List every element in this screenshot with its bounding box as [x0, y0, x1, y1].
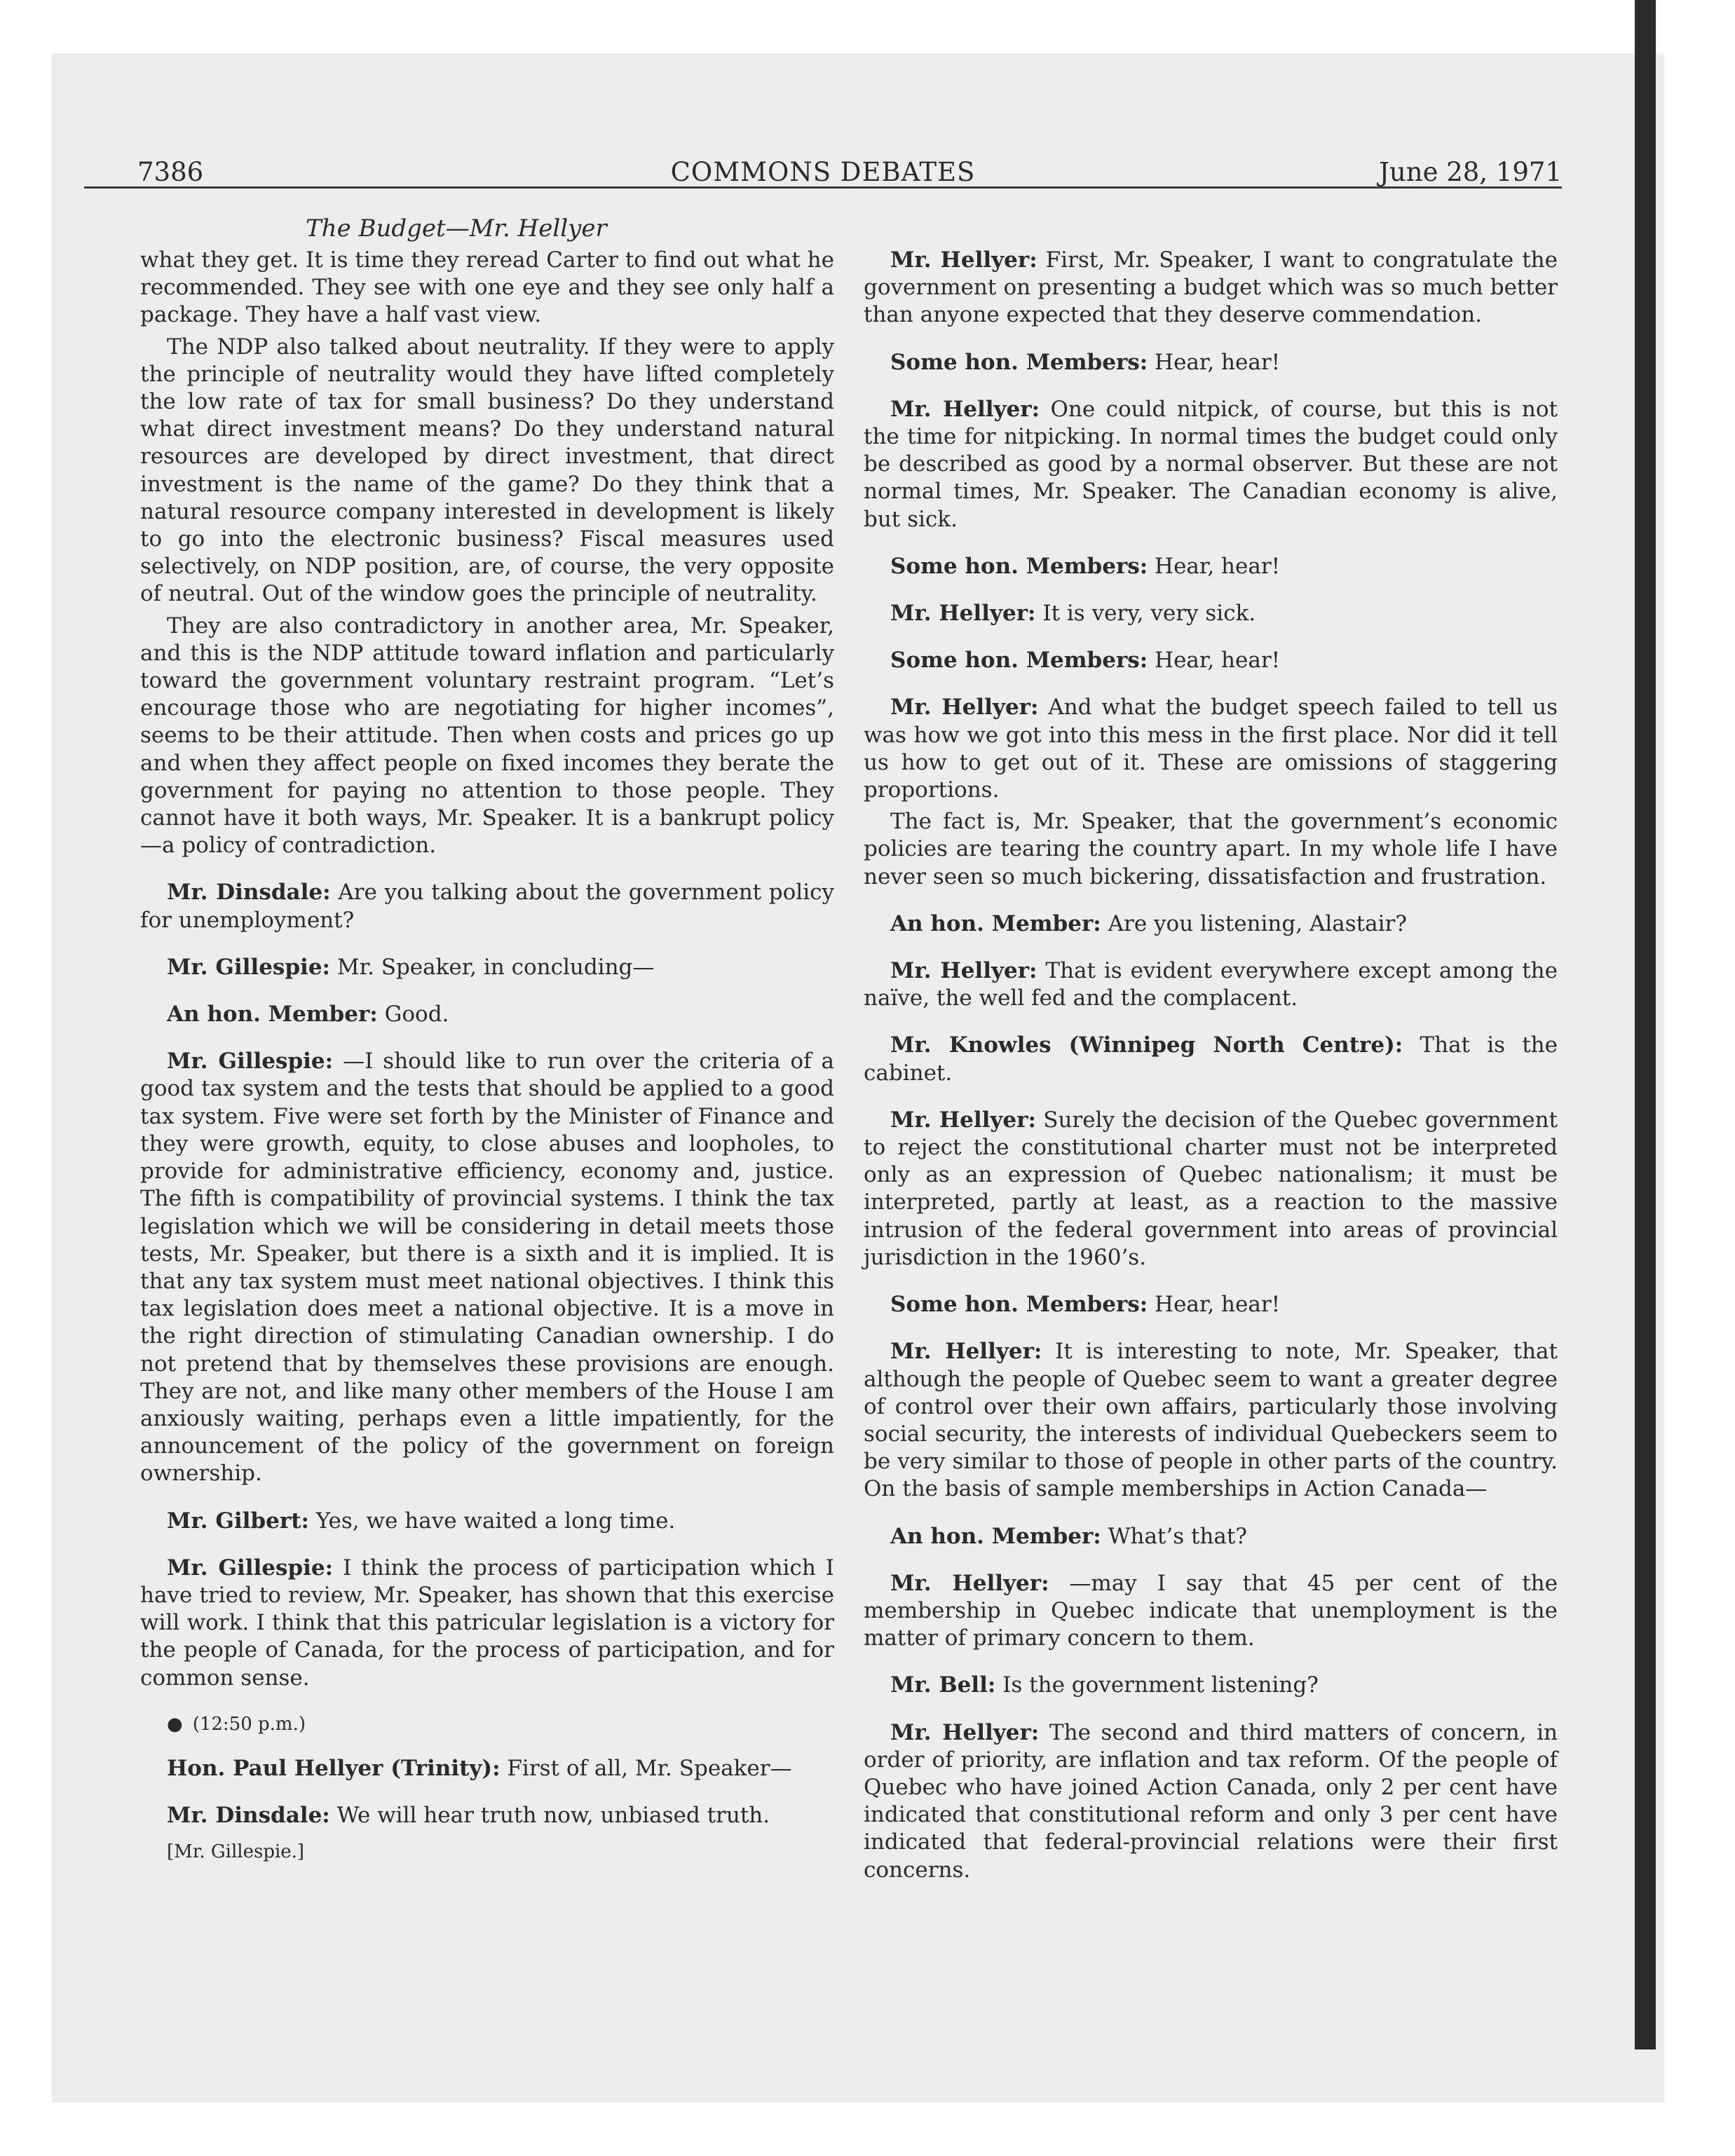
speech-text: It is interesting to note, Mr. Speaker, that although the people of Quebec seem to want a greater degree of control over their own affairs, particularly those involving social security, the interests of individual Quebeckers seem to be very similar to those of people in other parts of the country. On the basis of sample memberships in Action Canada—	[864, 1339, 1558, 1502]
speech-text: It is very, very sick.	[1042, 601, 1256, 627]
speaker-name: Mr. Hellyer:	[890, 1570, 1049, 1596]
speech-text: First of all, Mr. Speaker—	[507, 1755, 792, 1781]
speaker-name: Mr. Gillespie:	[167, 954, 330, 980]
journal-title: COMMONS DEBATES	[670, 157, 976, 187]
speech	[864, 247, 1558, 329]
speech	[140, 1001, 834, 1028]
speech	[864, 1107, 1558, 1271]
speech	[864, 957, 1558, 1012]
speaker-name: Mr. Hellyer:	[890, 247, 1037, 273]
bullet-icon: ●	[167, 1713, 183, 1735]
speech	[864, 1291, 1558, 1318]
speaker-name: An hon. Member:	[890, 1523, 1101, 1549]
speaker-name: Some hon. Members:	[890, 553, 1148, 579]
speech-text: Hear, hear!	[1155, 1292, 1281, 1318]
speech-text: —I should like to run over the criteria of a good tax system and the tests that should be applied to a good tax system. Five were set forth by the Minister of Finance and they were growth, equity, to close abuses and loopholes, to provide for administrative efficiency, economy and, justice. The fifth is compatibility of provincial systems. I think the tax legislation which we will be considering in detail meets those tests, Mr. Speaker, but there is a sixth and it is implied. It is that any tax system must meet national objectives. I think this tax legislation does meet a national objective. It is a move in the right direction of stimulating Canadian ownership. I do not pretend that by themselves these provisions are enough. They are not, and like many other members of the House I am anxiously waiting, perhaps even a little impatiently, for the announcement of the policy of the government on foreign ownership.	[140, 1049, 835, 1487]
speech	[864, 1032, 1558, 1086]
speech-text: First, Mr. Speaker, I want to congratulate the government on presenting a budget which was so much better than anyone expected that they deserve commendation.	[864, 247, 1558, 328]
speech-text: Hear, hear!	[1155, 553, 1281, 579]
speech	[864, 396, 1558, 533]
speech	[864, 1338, 1558, 1503]
speaker-name: Mr. Gillespie:	[167, 1049, 334, 1074]
speaker-name: Mr. Gillespie:	[167, 1555, 334, 1581]
speaker-name: Mr. Hellyer:	[890, 601, 1036, 627]
speaker-name: Mr. Hellyer:	[890, 1107, 1036, 1133]
speaker-name: Some hon. Members:	[890, 1292, 1148, 1318]
speaker-name: Mr. Bell:	[890, 1672, 996, 1698]
speech-text: Is the government listening?	[1002, 1672, 1319, 1698]
speech	[864, 1523, 1558, 1550]
speech-text: What’s that?	[1108, 1523, 1247, 1549]
speech	[140, 1048, 834, 1487]
running-head: The Budget—Mr. Hellyer	[306, 214, 607, 243]
speech	[864, 1719, 1558, 1884]
speech-text: I think the process of participation which I have tried to review, Mr. Speaker, has shown that this exercise will work. I think that this patricular legislation is a victory for the people of Canada, for the process of participation, and for common sense.	[140, 1555, 834, 1691]
right-column	[864, 247, 1558, 1904]
speaker-name: Some hon. Members:	[890, 349, 1148, 375]
left-column	[140, 247, 834, 1864]
speech-text: Are you talking about the government policy for unemployment?	[140, 880, 834, 933]
speech	[140, 1755, 834, 1782]
speaker-name: Mr. Gilbert:	[167, 1508, 309, 1534]
speech-text: The second and third matters of concern, in order of priority, are inflation and tax reform. Of the people of Quebec who have joined Action Canada, only 2 per cent have indicated that constitutional reform and only 3 per cent have indicated that federal-provincial relations were their first concerns.	[864, 1719, 1558, 1883]
speech	[864, 600, 1558, 627]
speech-text: One could nitpick, of course, but this is not the time for nitpicking. In normal times the budget could only be described as good by a normal observer. But these are not normal times, Mr. Speaker. The Canadian economy is alive, but sick.	[864, 396, 1558, 532]
paragraph: what they get. It is time they reread Carter to find out what he recommended. They see with one eye and they see only half a package. They have a half vast view.	[140, 247, 834, 328]
speech	[864, 1570, 1558, 1653]
speech-text: That is evident everywhere except among the naïve, the well fed and the complacent.	[864, 958, 1558, 1011]
speaker-name: Mr. Hellyer:	[890, 695, 1039, 721]
page-header	[84, 153, 1562, 189]
speech-text: Good.	[384, 1002, 449, 1028]
speech	[140, 1555, 834, 1692]
speech-text: We will hear truth now, unbiased truth.	[336, 1802, 770, 1828]
page-number: 7386	[137, 157, 204, 187]
speech	[864, 910, 1558, 938]
timestamp-text: (12:50 p.m.)	[192, 1713, 306, 1735]
speaker-name: Mr. Hellyer:	[890, 396, 1040, 422]
speaker-name: Some hon. Members:	[890, 648, 1148, 674]
speech-text: Yes, we have waited a long time.	[315, 1508, 676, 1534]
speech-text: Are you listening, Alastair?	[1108, 910, 1407, 936]
speaker-name: An hon. Member:	[167, 1002, 378, 1028]
speech-text: Hear, hear!	[1155, 648, 1281, 674]
speech	[864, 553, 1558, 580]
speech-text: Mr. Speaker, in concluding—	[336, 954, 655, 980]
speaker-name: Hon. Paul Hellyer (Trinity):	[167, 1755, 501, 1781]
speech	[864, 694, 1558, 804]
speaker-name: Mr. Dinsdale:	[167, 1802, 330, 1828]
speech-text: And what the budget speech failed to tell us was how we got into this mess in the first place. Nor did it tell us how to get out of it. These are omissions of staggering proportions.	[864, 695, 1558, 803]
speaker-name: Mr. Knowles (Winnipeg North Centre):	[890, 1032, 1403, 1058]
speech-text: Hear, hear!	[1155, 349, 1281, 375]
speech-text: Surely the decision of the Quebec government to reject the constitutional charter must not be interpreted only as an expression of Quebec nationalism; it must be interpreted, partly at least, as a reaction to the massive intrusion of the federal government into areas of provincial jurisdiction in the 1960’s.	[864, 1107, 1558, 1270]
timestamp	[167, 1712, 834, 1737]
speaker-name: An hon. Member:	[890, 910, 1101, 936]
speech	[140, 954, 834, 981]
scan-edge-shadow	[1635, 0, 1656, 2049]
speech-text: That is the cabinet.	[864, 1032, 1558, 1086]
speech	[864, 349, 1558, 376]
issue-date: June 28, 1971	[1379, 157, 1562, 187]
speaker-name: Mr. Hellyer:	[890, 1719, 1040, 1745]
paragraph: They are also contradictory in another area, Mr. Speaker, and this is the NDP attitude toward inflation and particularly toward the government voluntary restraint program. “Let’s encourage those who are negotiating for higher incomes”, seems to be their attitude. Then when costs and prices go up and when they affect people on fixed incomes they berate the government for paying no attention to those people. They cannot have it both ways, Mr. Speaker. It is a bankrupt policy—a policy of contradiction.	[140, 613, 834, 859]
speech	[140, 1802, 834, 1829]
speech	[864, 1672, 1558, 1699]
paragraph: The fact is, Mr. Speaker, that the government’s economic policies are tearing the country apart. In my whole life I have never seen so much bickering, dissatisfaction and frustration.	[864, 809, 1558, 889]
speaker-name: Mr. Dinsdale:	[167, 880, 331, 906]
speaker-name: Mr. Hellyer:	[890, 1339, 1042, 1365]
paragraph: The NDP also talked about neutrality. If they were to apply the principle of neutrality would they have lifted completely the low rate of tax for small business? Do they understand what direct investment means? Do they understand natural resources are developed by direct investment, that direct investment is the name of the game? Do they think that a natural resource company interested in development is likely to go into the electronic business? Fiscal measures used selectively, on NDP position, are, of course, the very opposite of neutral. Out of the window goes the principle of neutrality.	[140, 334, 834, 607]
speech	[140, 1508, 834, 1535]
speech	[864, 647, 1558, 674]
speaker-name: Mr. Hellyer:	[890, 958, 1037, 984]
speech-text: —may I say that 45 per cent of the membership in Quebec indicate that unemployment is the matter of primary concern to them.	[864, 1570, 1558, 1651]
speaker-attribution: [Mr. Gillespie.]	[167, 1841, 305, 1863]
speech	[140, 879, 834, 934]
